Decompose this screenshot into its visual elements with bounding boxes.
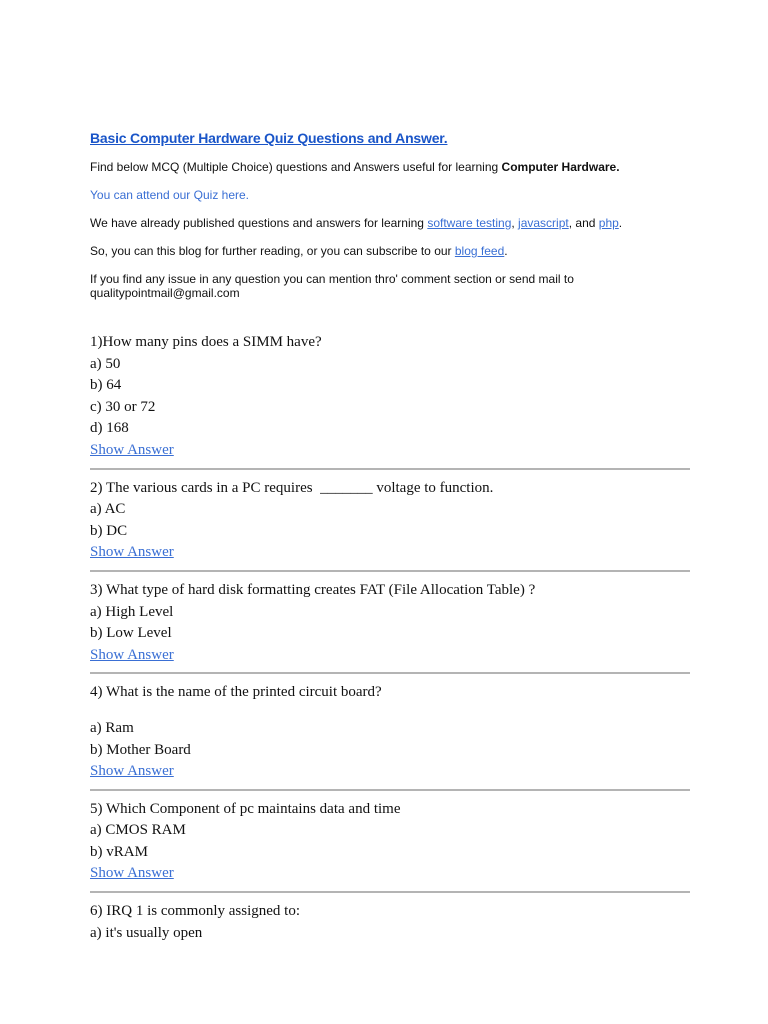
question-text: 5) Which Component of pc maintains data and time <box>90 800 401 817</box>
question-text: 3) What type of hard disk formatting creates FAT (File Allocation Table) ? <box>90 581 536 598</box>
option: b) DC <box>90 522 128 539</box>
end-text: . <box>618 216 623 230</box>
option: a) CMOS RAM <box>90 822 186 839</box>
show-answer-link[interactable]: Show Answer <box>90 865 174 882</box>
option: b) 64 <box>90 377 122 394</box>
show-answer-link[interactable]: Show Answer <box>90 763 174 780</box>
page-title[interactable]: Basic Computer Hardware Quiz Questions and Answer. <box>90 130 448 146</box>
question-block <box>90 330 690 470</box>
software-testing-link[interactable]: software testing <box>427 216 512 230</box>
intro-text: So, you can this blog for further reading, or you can subscribe to our <box>90 244 455 258</box>
blog-feed-link[interactable]: blog feed <box>454 244 505 258</box>
intro-paragraph-4 <box>90 244 690 258</box>
question-text: 4) What is the name of the printed circuit board? <box>90 684 382 701</box>
intro-paragraph-2 <box>90 188 690 202</box>
question-text: 6) IRQ 1 is commonly assigned to: <box>90 903 300 920</box>
question-text: 2) The various cards in a PC requires _______ voltage to function. <box>90 479 494 496</box>
question-block <box>90 680 690 790</box>
intro-paragraph-5 <box>90 272 690 300</box>
separator-text: , <box>511 216 519 230</box>
javascript-link[interactable]: javascript <box>518 216 569 230</box>
question-block <box>90 899 690 950</box>
question-list <box>90 330 690 950</box>
end-text: . <box>504 244 508 258</box>
quiz-link[interactable]: You can attend our Quiz here. <box>90 188 249 202</box>
question-block <box>90 476 690 572</box>
option: b) Mother Board <box>90 741 191 758</box>
php-link[interactable]: php <box>598 216 619 230</box>
option: a) it's usually open <box>90 924 203 941</box>
question-block <box>90 797 690 893</box>
option: a) AC <box>90 501 126 518</box>
intro-bold-topic: Computer Hardware. <box>501 160 620 174</box>
option: a) 50 <box>90 355 121 372</box>
contact-email: qualitypointmail@gmail.com <box>90 286 240 300</box>
option: a) Ram <box>90 719 134 736</box>
show-answer-link[interactable]: Show Answer <box>90 646 174 663</box>
show-answer-link[interactable]: Show Answer <box>90 544 174 561</box>
show-answer-link[interactable]: Show Answer <box>90 441 174 458</box>
intro-paragraph-1 <box>90 160 690 174</box>
intro-text: We have already published questions and answers for learning <box>90 216 428 230</box>
option: b) Low Level <box>90 625 172 642</box>
option: c) 30 or 72 <box>90 398 156 415</box>
intro-section <box>90 160 690 300</box>
question-text: 1)How many pins does a SIMM have? <box>90 334 322 350</box>
option: a) High Level <box>90 603 174 620</box>
intro-paragraph-3 <box>90 216 690 230</box>
document-page <box>90 130 690 956</box>
option: d) 168 <box>90 420 129 437</box>
blank-line <box>90 704 690 718</box>
contact-text: If you find any issue in any question you can mention thro' comment section or send mail to <box>90 272 574 286</box>
question-block <box>90 578 690 674</box>
intro-text: Find below MCQ (Multiple Choice) questions and Answers useful for learning <box>90 160 502 174</box>
option: b) vRAM <box>90 843 148 860</box>
separator-text: , and <box>568 216 599 230</box>
